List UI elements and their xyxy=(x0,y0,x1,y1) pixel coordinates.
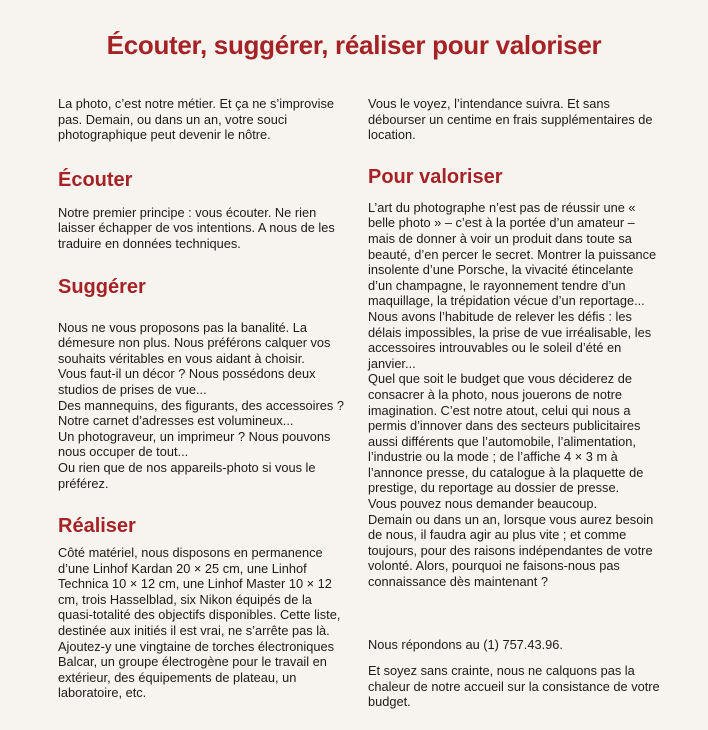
page-title: Écouter, suggérer, réaliser pour valoriser xyxy=(106,30,602,60)
suggerer-paragraph: Des mannequins, des figurants, des accessoires ? Notre carnet d’adresses est volumineux... xyxy=(58,397,344,429)
left-column xyxy=(58,96,350,701)
right-column xyxy=(368,96,660,710)
valoriser-paragraph: Demain ou dans un an, lorsque vous aurez besoin de nous, il faudra agir au plus vite ; et comme toujours, pour des raisons indépendantes de votre volonté. Alors, pourquoi ne faisons-nous pas connaissance dès maintenant ? xyxy=(368,511,654,590)
suggerer-paragraph: Un photograveur, un imprimeur ? Nous pouvons nous occuper de tout... xyxy=(58,428,331,460)
phone-line: Nous répondons au (1) 757.43.96. xyxy=(368,636,563,652)
right-intro-paragraph: Vous le voyez, l’intendance suivra. Et sans débourser un centime en frais supplémentaires de location. xyxy=(368,96,653,143)
intro-paragraph: La photo, c’est notre métier. Et ça ne s’improvise pas. Demain, ou dans un an, votre souci photographique peut devenir le nôtre. xyxy=(58,96,334,143)
valoriser-paragraph: Nous avons l’habitude de relever les défis : les délais impossibles, la prise de vue irréalisable, les accessoires introuvables ou le soleil d’été en janvier... xyxy=(368,308,652,371)
realiser-paragraph: Côté matériel, nous disposons en permanence d’une Linhof Kardan 20 × 25 cm, une Linhof Technica 10 × 12 cm, une Linhof Master 10 × 12 cm, trois Hasselblad, six Nikon équipés de la quasi-totalité des objectifs disponibles. Cette liste, destinée aux initiés il est vrai, ne s’arrête pas là. xyxy=(58,545,341,639)
suggerer-paragraph: Vous faut-il un décor ? Nous possédons deux studios de prises de vue... xyxy=(58,366,316,397)
valoriser-paragraph: Vous pouvez nous demander beaucoup. xyxy=(368,496,598,512)
heading-pour-valoriser: Pour valoriser xyxy=(368,165,503,188)
ecouter-paragraph: Notre premier principe : vous écouter. Ne rien laisser échapper de vos intentions. A nous de les traduire en données techniques. xyxy=(58,204,335,251)
heading-suggerer: Suggérer xyxy=(58,275,146,298)
valoriser-paragraph: Quel que soit le budget que vous déciderez de consacrer à la photo, nous jouerons de notre imagination. C’est notre atout, celui qui nous a permis d’innover dans des secteurs publicitaires aussi différents que l’automobile, l’alimentation, l’industrie ou la mode ; de l’affiche 4 × 3 m à l’annonce presse, du catalogue à la plaquette de prestige, du reportage au dossier de presse. xyxy=(368,371,644,496)
heading-ecouter: Écouter xyxy=(58,168,133,191)
heading-realiser: Réaliser xyxy=(58,515,136,538)
closing-paragraph: Et soyez sans crainte, nous ne calquons pas la chaleur de notre accueil sur la consistance de votre budget. xyxy=(368,663,660,710)
suggerer-paragraph: Ou rien que de nos appareils-photo si vous le préférez. xyxy=(58,459,316,491)
valoriser-paragraph: L’art du photographe n’est pas de réussir une « belle photo » – c’est à la portée d’un amateur – mais de donner à voir un produit dans toute sa beauté, d’en percer le secret. Montrer la puissance insolente d’une Porsche, la vivacité étincelante d’un champagne, le rayonnement tendre d’un maquillage, la trépidation vécue d’un reportage... xyxy=(368,199,657,309)
suggerer-paragraph: Nous ne vous proposons pas la banalité. La démesure non plus. Nous préférons calquer vos souhaits véritables en vous aidant à choisir. xyxy=(58,319,331,366)
realiser-paragraph: Ajoutez-y une vingtaine de torches électroniques Balcar, un groupe électrogène pour le travail en extérieur, des équipements de plateau, un laboratoire, etc. xyxy=(58,638,335,701)
